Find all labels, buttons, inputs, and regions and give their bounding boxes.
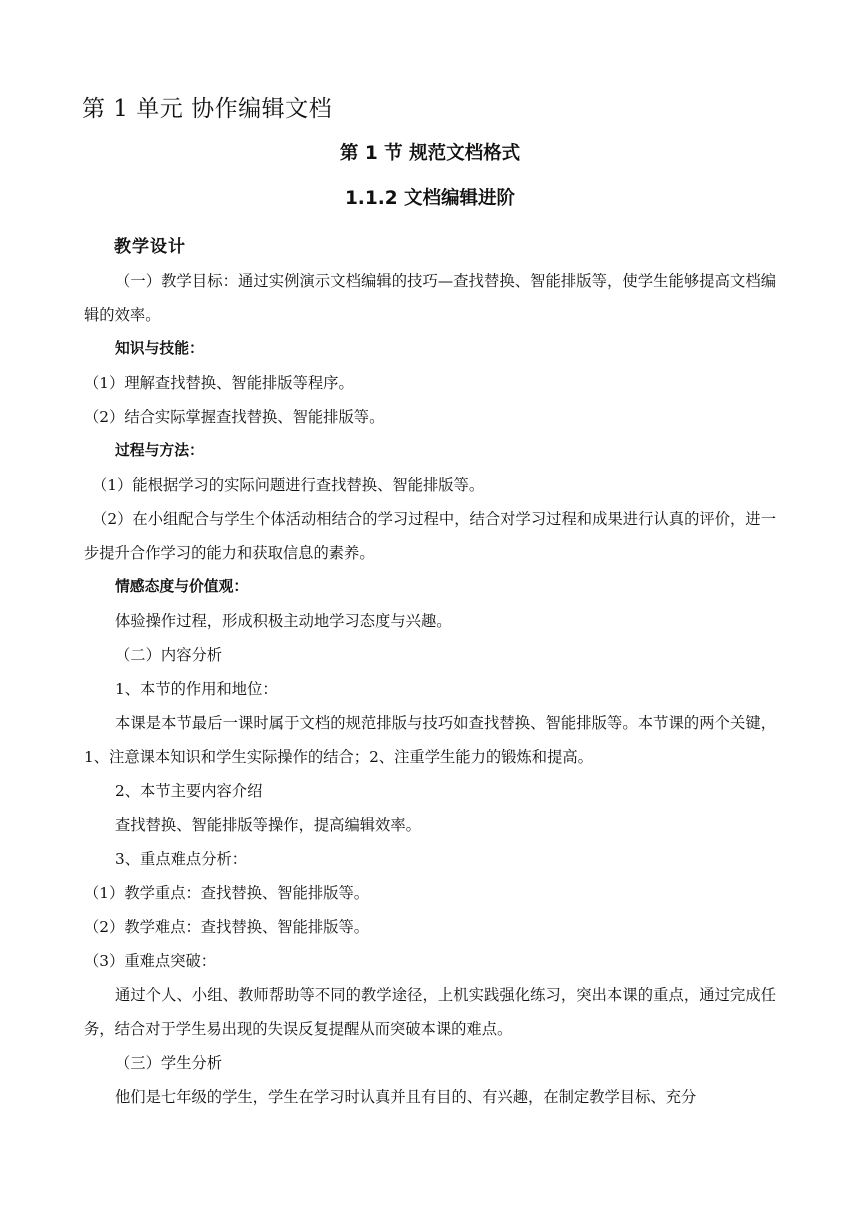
subheading-emotion-values: 情感态度与价值观： [115,578,249,595]
section-title: 第 1 节 规范文档格式 [339,143,521,164]
heading-role-position: 1、本节的作用和地位： [115,680,278,698]
paragraph-process-1: （1）能根据学习的实际问题进行查找替换、智能排版等。 [92,476,485,494]
paragraph-breakthrough: 通过个人、小组、教师帮助等不同的教学途径，上机实践强化练习，突出本课的重点，通过完成任务，结合对于学生易出现的失误反复提醒从而突破本课的难点。 [84,986,776,1038]
design-heading: 教学设计 [114,237,186,257]
paragraph-breakthrough-heading: （3）重难点突破： [84,952,217,970]
paragraph-key-point: （1）教学重点：查找替换、智能排版等。 [84,884,370,902]
subheading-process-methods: 过程与方法： [115,442,204,459]
unit-title: 第 1 单元 协作编辑文档 [82,96,333,122]
paragraph-main-content: 查找替换、智能排版等操作，提高编辑效率。 [115,816,421,834]
paragraph-difficult-point: （2）教学难点：查找替换、智能排版等。 [84,918,370,936]
lesson-title: 1.1.2 文档编辑进阶 [344,188,516,209]
paragraph-emotion: 体验操作过程，形成积极主动地学习态度与兴趣。 [115,612,452,630]
document-body [84,264,776,1114]
heading-student-analysis: （三）学生分析 [115,1054,223,1072]
heading-key-difficult: 3、重点难点分析： [115,850,248,868]
paragraph-role-position: 本课是本节最后一课时属于文档的规范排版与技巧如查找替换、智能排版等。本节课的两个关键，1、注意课本知识和学生实际操作的结合；2、注重学生能力的锻炼和提高。 [84,714,776,766]
paragraph-student-analysis: 他们是七年级的学生，学生在学习时认真并且有目的、有兴趣，在制定教学目标、充分 [115,1088,697,1106]
paragraph-process-2: （2）在小组配合与学生个体活动相结合的学习过程中，结合对学习过程和成果进行认真的评价，进一步提升合作学习的能力和获取信息的素养。 [84,510,776,562]
paragraph-knowledge-2: （2）结合实际掌握查找替换、智能排版等。 [84,408,385,426]
subheading-knowledge-skills: 知识与技能： [115,340,204,357]
paragraph-teaching-goals: （一）教学目标：通过实例演示文档编辑的技巧—查找替换、智能排版等，使学生能够提高文档编辑的效率。 [84,272,776,324]
heading-main-content: 2、本节主要内容介绍 [115,782,263,800]
paragraph-knowledge-1: （1）理解查找替换、智能排版等程序。 [84,374,354,392]
heading-content-analysis: （二）内容分析 [115,646,223,664]
